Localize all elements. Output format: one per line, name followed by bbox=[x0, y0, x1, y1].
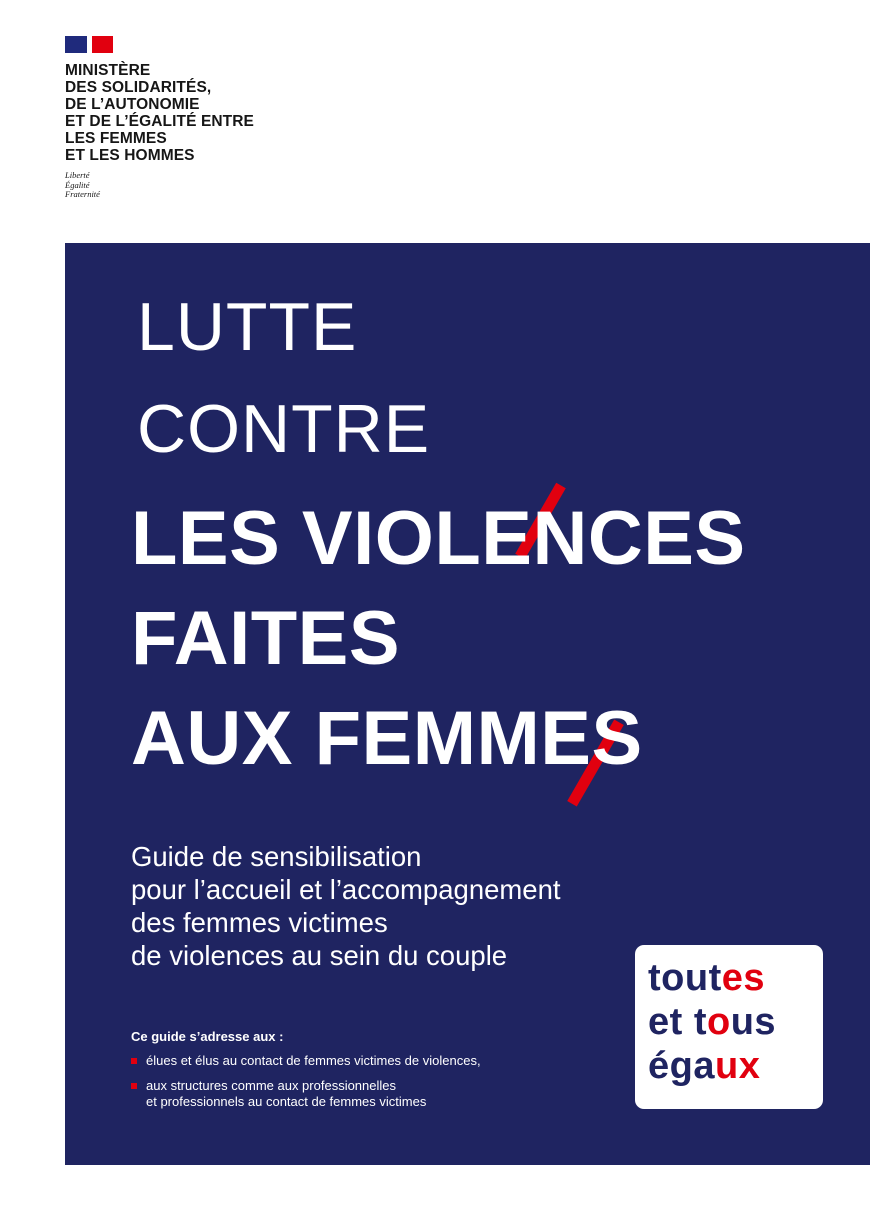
audience-item-text: aux structures comme aux professionnelles bbox=[146, 1078, 397, 1093]
subtitle-line: Guide de sensibilisation bbox=[131, 841, 422, 872]
toutes-et-tous-egaux-badge bbox=[635, 945, 823, 1109]
audience-item-text: et professionnels au contact de femmes victimes bbox=[146, 1094, 427, 1109]
motto-line: Égalité bbox=[65, 179, 90, 190]
ministry-block bbox=[65, 36, 254, 200]
badge-line: égaux bbox=[648, 1045, 761, 1087]
subtitle-line: de violences au sein du couple bbox=[131, 940, 508, 971]
ministry-line: ET LES HOMMES bbox=[65, 147, 195, 164]
title-bold-line: AUX FEMMES bbox=[131, 696, 643, 781]
audience-item-text: élues et élus au contact de femmes victimes de violences, bbox=[146, 1053, 481, 1068]
title-bold-line: FAITES bbox=[131, 596, 401, 681]
motto-line: Fraternité bbox=[65, 189, 100, 199]
subtitle bbox=[131, 840, 561, 972]
ministry-line: DES SOLIDARITÉS, bbox=[65, 79, 212, 96]
title-light-line: LUTTE bbox=[137, 289, 358, 365]
badge-line: toutes bbox=[648, 957, 766, 999]
ministry-name bbox=[65, 62, 254, 164]
audience-item bbox=[131, 1053, 481, 1069]
badge-line: et tous bbox=[648, 1001, 777, 1043]
bullet-square-icon bbox=[131, 1083, 137, 1089]
ministry-line: LES FEMMES bbox=[65, 130, 167, 147]
ministry-line: DE L’AUTONOMIE bbox=[65, 96, 200, 113]
republic-motto bbox=[65, 171, 254, 200]
subtitle-line: pour l’accueil et l’accompagnement bbox=[131, 874, 561, 905]
title-light-line: CONTRE bbox=[137, 391, 431, 467]
subtitle-line: des femmes victimes bbox=[131, 907, 388, 938]
ministry-line: MINISTÈRE bbox=[65, 62, 151, 79]
title-bold-line: LES VIOLENCES bbox=[131, 496, 746, 581]
ministry-line: ET DE L’ÉGALITÉ ENTRE bbox=[65, 113, 254, 130]
marianne-flag-logo bbox=[65, 36, 113, 53]
bullet-square-icon bbox=[131, 1058, 137, 1064]
cover-panel bbox=[65, 243, 870, 1165]
motto-line: Liberté bbox=[65, 170, 90, 180]
audience-title: Ce guide s’adresse aux : bbox=[131, 1029, 284, 1044]
audience-item bbox=[131, 1078, 426, 1110]
